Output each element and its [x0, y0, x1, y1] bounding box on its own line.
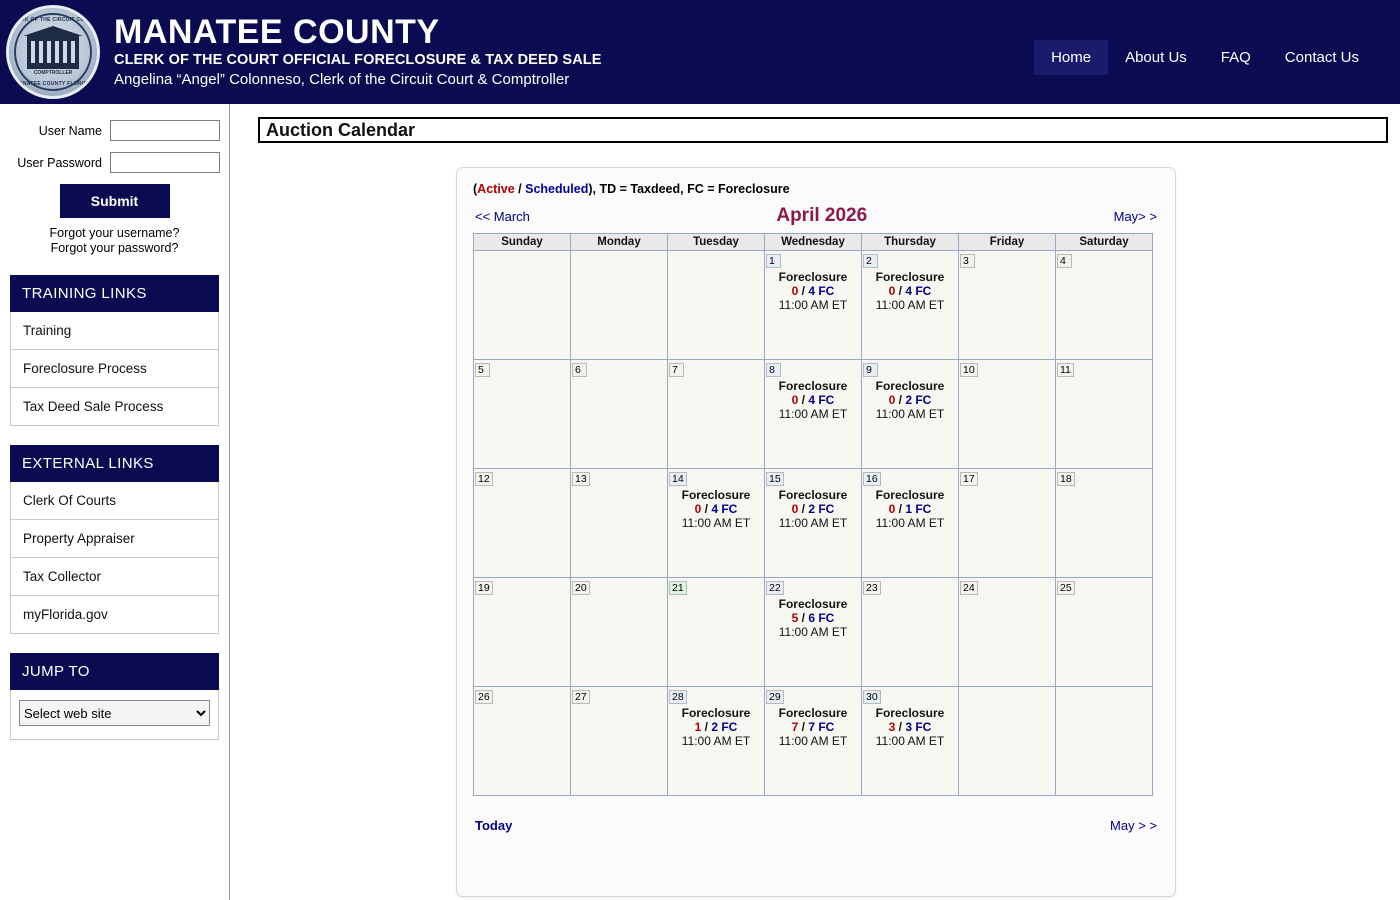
event-time-label: 11:00 AM ET — [778, 625, 848, 639]
event-active-count: 1 — [694, 720, 702, 734]
event-time-label: 11:00 AM ET — [778, 734, 848, 748]
calendar-event[interactable] — [668, 706, 764, 748]
calendar-day-cell[interactable] — [668, 578, 765, 687]
site-subtitle-secondary: Angelina “Angel” Colonneso, Clerk of the Circuit Court & Comptroller — [114, 71, 570, 88]
calendar-day-cell — [474, 469, 571, 578]
event-count-label — [765, 284, 861, 298]
calendar-month-title: April 2026 — [776, 205, 868, 226]
legend-rest-text: ), TD = Taxdeed, FC = Foreclosure — [588, 182, 790, 196]
calendar-footer — [473, 818, 1159, 833]
weekday-header-monday: Monday — [571, 234, 668, 251]
submit-button[interactable]: Submit — [60, 184, 170, 218]
calendar-day-cell[interactable] — [668, 687, 765, 796]
calendar-day-cell[interactable] — [765, 578, 862, 687]
calendar-day-cell — [474, 578, 571, 687]
event-scheduled-count: 4 FC — [711, 502, 738, 516]
calendar-day-number: 26 — [475, 690, 493, 704]
calendar-day-cell[interactable] — [765, 469, 862, 578]
nav-link-home[interactable]: Home — [1034, 40, 1108, 75]
calendar-day-number: 18 — [1057, 472, 1075, 486]
event-active-count: 7 — [791, 720, 799, 734]
event-type-label: Foreclosure — [778, 379, 848, 393]
weekday-header-tuesday: Tuesday — [668, 234, 765, 251]
calendar-day-number: 20 — [572, 581, 590, 595]
password-row — [0, 152, 229, 173]
event-scheduled-count: 4 FC — [905, 284, 932, 298]
calendar-day-cell[interactable] — [765, 251, 862, 360]
calendar-day-cell[interactable] — [668, 469, 765, 578]
event-time-label: 11:00 AM ET — [875, 516, 945, 530]
event-count-label — [668, 502, 764, 516]
seal-top-text: CLERK OF THE CIRCUIT COURT — [10, 17, 96, 23]
calendar-event[interactable] — [862, 270, 958, 312]
calendar-day-cell — [1056, 251, 1153, 360]
calendar-day-cell — [959, 469, 1056, 578]
site-title: MANATEE COUNTY — [114, 13, 440, 51]
jump-to-header: JUMP TO — [10, 653, 219, 690]
event-active-count: 0 — [888, 393, 896, 407]
sidebar — [0, 104, 230, 900]
event-type-label: Foreclosure — [875, 488, 945, 502]
event-active-count: 0 — [791, 284, 799, 298]
next-month-link-bottom[interactable]: May > > — [1110, 818, 1157, 833]
event-count-label — [862, 502, 958, 516]
calendar-day-cell — [959, 687, 1056, 796]
calendar-day-cell[interactable] — [862, 360, 959, 469]
calendar-day-cell — [474, 687, 571, 796]
calendar-event[interactable] — [765, 270, 861, 312]
calendar-day-number: 23 — [863, 581, 881, 595]
calendar-day-number: 16 — [863, 472, 881, 486]
main-content — [230, 104, 1400, 900]
calendar-day-number: 3 — [960, 254, 975, 268]
calendar-week-row — [474, 687, 1153, 796]
calendar-day-number: 30 — [863, 690, 881, 704]
weekday-header-sunday: Sunday — [474, 234, 571, 251]
calendar-day-number: 27 — [572, 690, 590, 704]
event-time-label: 11:00 AM ET — [778, 298, 848, 312]
prev-month-link[interactable]: << March — [475, 208, 530, 224]
calendar-day-cell — [668, 251, 765, 360]
event-type-label: Foreclosure — [778, 597, 848, 611]
auction-calendar-table — [473, 233, 1153, 796]
nav-link-contact-us[interactable]: Contact Us — [1284, 49, 1359, 66]
event-type-label: Foreclosure — [778, 706, 848, 720]
today-link[interactable]: Today — [475, 818, 513, 833]
weekday-header-saturday: Saturday — [1056, 234, 1153, 251]
calendar-day-number: 15 — [766, 472, 784, 486]
event-time-label: 11:00 AM ET — [778, 516, 848, 530]
event-scheduled-count: 7 FC — [808, 720, 835, 734]
calendar-day-cell — [959, 578, 1056, 687]
calendar-day-number: 10 — [960, 363, 978, 377]
event-count-label — [862, 720, 958, 734]
calendar-day-number: 1 — [766, 254, 781, 268]
calendar-day-number: 2 — [863, 254, 878, 268]
event-type-label: Foreclosure — [778, 270, 848, 284]
event-time-label: 11:00 AM ET — [681, 516, 751, 530]
calendar-day-number: 17 — [960, 472, 978, 486]
event-count-separator: / — [798, 720, 809, 734]
username-input[interactable] — [110, 120, 220, 141]
event-count-separator: / — [798, 611, 809, 625]
calendar-day-number: 8 — [766, 363, 781, 377]
event-type-label: Foreclosure — [681, 706, 751, 720]
calendar-day-cell — [571, 578, 668, 687]
event-scheduled-count: 4 FC — [808, 284, 835, 298]
calendar-day-cell — [862, 578, 959, 687]
calendar-day-cell — [1056, 578, 1153, 687]
event-scheduled-count: 4 FC — [808, 393, 835, 407]
calendar-day-cell — [571, 469, 668, 578]
calendar-event[interactable] — [668, 488, 764, 530]
calendar-day-number: 19 — [475, 581, 493, 595]
calendar-day-cell[interactable] — [862, 687, 959, 796]
calendar-day-cell[interactable] — [765, 360, 862, 469]
event-count-separator: / — [701, 502, 712, 516]
sidebar-item-foreclosure-process[interactable]: Foreclosure Process — [10, 350, 219, 388]
event-count-separator: / — [798, 284, 809, 298]
calendar-day-number: 24 — [960, 581, 978, 595]
event-scheduled-count: 2 FC — [711, 720, 738, 734]
event-active-count: 3 — [888, 720, 896, 734]
site-subtitle-primary: CLERK OF THE COURT OFFICIAL FORECLOSURE & TAX DEED SALE — [114, 52, 602, 68]
event-active-count: 0 — [791, 393, 799, 407]
nav-link-faq[interactable]: FAQ — [1220, 49, 1251, 66]
calendar-day-number: 6 — [572, 363, 587, 377]
weekday-header-friday: Friday — [959, 234, 1056, 251]
calendar-header-row — [474, 234, 1153, 251]
calendar-week-row — [474, 578, 1153, 687]
event-scheduled-count: 2 FC — [905, 393, 932, 407]
forgot-password-link[interactable]: Forgot your password? — [50, 241, 179, 255]
calendar-day-cell — [1056, 687, 1153, 796]
calendar-day-cell[interactable] — [765, 687, 862, 796]
jump-to-box — [10, 690, 219, 740]
sidebar-item-clerk-of-courts[interactable]: Clerk Of Courts — [10, 482, 219, 520]
calendar-day-cell[interactable] — [862, 469, 959, 578]
event-type-label: Foreclosure — [681, 488, 751, 502]
calendar-day-cell — [474, 251, 571, 360]
event-count-label — [765, 720, 861, 734]
event-count-separator: / — [895, 284, 906, 298]
calendar-day-number: 11 — [1057, 363, 1074, 377]
calendar-event[interactable] — [765, 597, 861, 639]
event-type-label: Foreclosure — [778, 488, 848, 502]
calendar-day-number: 4 — [1057, 254, 1072, 268]
seal-mid-text: COMPTROLLER — [33, 70, 73, 76]
password-label: User Password — [17, 155, 102, 170]
weekday-header-wednesday: Wednesday — [765, 234, 862, 251]
header-title-block — [114, 0, 602, 88]
event-active-count: 0 — [888, 502, 896, 516]
calendar-event[interactable] — [862, 706, 958, 748]
calendar-day-number: 13 — [572, 472, 590, 486]
site-header — [0, 0, 1400, 104]
jump-to-select[interactable] — [19, 700, 210, 726]
event-count-separator: / — [701, 720, 712, 734]
seal-bottom-text: MANATEE COUNTY FLORIDA — [14, 81, 92, 87]
forgot-links — [0, 226, 229, 256]
page-title: Auction Calendar — [258, 117, 1388, 143]
event-count-separator: / — [895, 393, 906, 407]
event-scheduled-count: 2 FC — [808, 502, 835, 516]
event-active-count: 0 — [694, 502, 702, 516]
event-count-separator: / — [895, 502, 906, 516]
calendar-day-cell — [959, 251, 1056, 360]
calendar-day-number: 28 — [669, 690, 687, 704]
event-count-separator: / — [798, 393, 809, 407]
event-count-label — [862, 284, 958, 298]
event-scheduled-count: 6 FC — [808, 611, 835, 625]
sidebar-item-tax-deed-sale-process[interactable]: Tax Deed Sale Process — [10, 388, 219, 426]
event-count-label — [765, 611, 861, 625]
calendar-day-cell — [1056, 469, 1153, 578]
event-time-label: 11:00 AM ET — [681, 734, 751, 748]
calendar-event[interactable] — [862, 488, 958, 530]
next-month-link[interactable]: May> > — [1113, 208, 1157, 224]
event-count-label — [765, 393, 861, 407]
username-row — [0, 120, 229, 141]
calendar-day-number: 14 — [669, 472, 687, 486]
event-count-label — [862, 393, 958, 407]
event-time-label: 11:00 AM ET — [875, 734, 945, 748]
legend-scheduled-text: Scheduled — [525, 182, 589, 196]
calendar-week-row — [474, 251, 1153, 360]
calendar-event[interactable] — [862, 379, 958, 421]
calendar-day-cell — [571, 251, 668, 360]
county-seal-icon — [6, 5, 100, 99]
event-time-label: 11:00 AM ET — [875, 298, 945, 312]
forgot-username-link[interactable]: Forgot your username? — [49, 226, 180, 240]
calendar-event[interactable] — [765, 379, 861, 421]
calendar-day-number: 12 — [475, 472, 493, 486]
event-time-label: 11:00 AM ET — [875, 407, 945, 421]
calendar-day-cell — [668, 360, 765, 469]
calendar-day-cell — [571, 687, 668, 796]
event-count-label — [668, 720, 764, 734]
calendar-day-cell — [474, 360, 571, 469]
calendar-day-cell — [1056, 360, 1153, 469]
training-links-header: TRAINING LINKS — [10, 275, 219, 312]
event-active-count: 0 — [888, 284, 896, 298]
calendar-week-row — [474, 469, 1153, 578]
event-type-label: Foreclosure — [875, 379, 945, 393]
password-input[interactable] — [110, 152, 220, 173]
calendar-day-number: 21 — [669, 581, 687, 595]
sidebar-item-property-appraiser[interactable]: Property Appraiser — [10, 520, 219, 558]
calendar-day-number: 29 — [766, 690, 784, 704]
event-type-label: Foreclosure — [875, 706, 945, 720]
sidebar-item-tax-collector[interactable]: Tax Collector — [10, 558, 219, 596]
event-count-separator: / — [895, 720, 906, 734]
username-label: User Name — [38, 123, 102, 138]
calendar-event[interactable] — [765, 488, 861, 530]
calendar-legend — [473, 182, 1159, 196]
main-navigation — [1034, 40, 1376, 75]
nav-link-about-us[interactable]: About Us — [1125, 49, 1187, 66]
event-time-label: 11:00 AM ET — [778, 407, 848, 421]
legend-open-paren: ( — [473, 182, 478, 196]
event-type-label: Foreclosure — [875, 270, 945, 284]
external-links-header: EXTERNAL LINKS — [10, 445, 219, 482]
legend-active-text: Active — [477, 182, 515, 196]
event-active-count: 0 — [791, 502, 799, 516]
calendar-day-number: 9 — [863, 363, 878, 377]
event-scheduled-count: 1 FC — [905, 502, 932, 516]
calendar-nav — [473, 205, 1159, 227]
event-scheduled-count: 3 FC — [905, 720, 932, 734]
calendar-week-row — [474, 360, 1153, 469]
calendar-day-number: 5 — [475, 363, 490, 377]
event-count-label — [765, 502, 861, 516]
calendar-day-number: 25 — [1057, 581, 1075, 595]
calendar-day-cell — [959, 360, 1056, 469]
event-active-count: 5 — [791, 611, 799, 625]
weekday-header-thursday: Thursday — [862, 234, 959, 251]
calendar-day-number: 7 — [669, 363, 684, 377]
calendar-body — [474, 251, 1153, 796]
legend-separator: / — [514, 182, 526, 196]
calendar-day-number: 22 — [766, 581, 784, 595]
calendar-event[interactable] — [765, 706, 861, 748]
sidebar-item-myflorida-gov[interactable]: myFlorida.gov — [10, 596, 219, 634]
calendar-day-cell — [571, 360, 668, 469]
calendar-day-cell[interactable] — [862, 251, 959, 360]
calendar-panel — [456, 167, 1176, 897]
sidebar-item-training[interactable]: Training — [10, 312, 219, 350]
event-count-separator: / — [798, 502, 809, 516]
